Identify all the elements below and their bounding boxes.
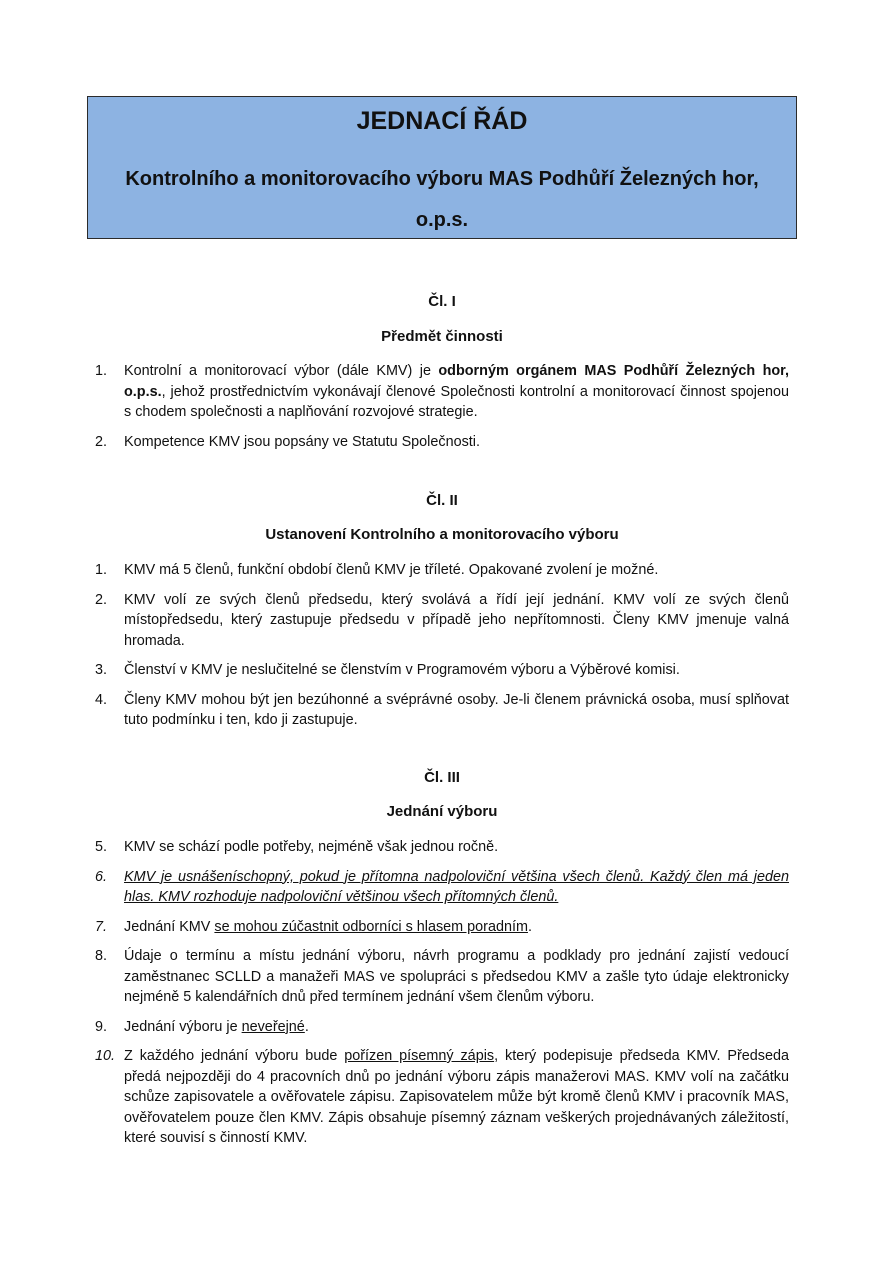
article-1-title: Předmět činnosti (381, 328, 503, 345)
list-item: 10. Z každého jednání výboru bude pořízen písemný zápis, který podepisuje předseda KMV. Předseda předá nejpozději do 4 pracovních dnů po jednání výboru zápis manažerovi MAS. KMV volí na začátku schůze zapisovatele a ověřovatele zápisu. Zapisovatelem může být kromě členů KMV i pracovník MAS, ověřovatelem pouze člen KMV. Zápis obsahuje písemný záznam veškerých projednávaných záležitostí, které souvisí s činností KMV. (95, 1048, 789, 1146)
list-item: 2. Kompetence KMV jsou popsány ve Statutu Společnosti. (95, 433, 480, 450)
list-item: 8. Údaje o termínu a místu jednání výboru, návrh programu a podklady pro jednání zajistí vedoucí zaměstnanec SCLLD a manažeři MAS ve spolupráci s předsedou KMV a zašle tyto údaje elektronicky nejméně 5 kalendářních dnů před termínem jednání všem členům výboru. (95, 948, 789, 1005)
article-2-number: Čl. II (426, 492, 458, 509)
document-subtitle (98, 159, 786, 241)
article-1-list (95, 361, 789, 461)
article-3-title: Jednání výboru (386, 803, 498, 820)
list-item: 7. Jednání KMV se mohou zúčastnit odborníci s hlasem poradním. (95, 918, 532, 935)
article-2-title: Ustanovení Kontrolního a monitorovacího výboru (265, 526, 619, 543)
list-item: 9. Jednání výboru je neveřejné. (95, 1018, 309, 1035)
article-3-list (95, 837, 789, 1158)
list-item: 1. Kontrolní a monitorovací výbor (dále KMV) je odborným orgánem MAS Podhůří Železných hor, o.p.s., jehož prostřednictvím vykonávají členové Společnosti kontrolní a monitorovací činnost spojenou s chodem společnosti a naplňování rozvojové strategie. (95, 363, 789, 420)
document-title: JEDNACÍ ŘÁD (356, 107, 528, 135)
document-title-box (87, 96, 797, 239)
subtitle-line-1: Kontrolního a monitorovacího výboru MAS Podhůří Železných hor, (125, 168, 759, 190)
article-2-list (95, 560, 789, 740)
article-1-number: Čl. I (428, 293, 456, 310)
subtitle-line-2: o.p.s. (415, 209, 469, 231)
list-item: 4. Členy KMV mohou být jen bezúhonné a svéprávné osoby. Je-li členem právnická osoba, musí splňovat tuto podmínku i ten, kdo ji zastupuje. (95, 691, 789, 728)
article-3-number: Čl. III (424, 769, 460, 786)
list-item: 5. KMV se schází podle potřeby, nejméně však jednou ročně. (95, 839, 499, 855)
list-item: 2. KMV volí ze svých členů předsedu, který svolává a řídí její jednání. KMV volí ze svých členů místopředsedu, který zastupuje předsedu v případě jeho nepřítomnosti. Členy KMV jmenuje valná hromada. (95, 591, 789, 649)
list-item: 6. KMV je usnášeníschopný, pokud je přítomna nadpoloviční většina všech členů. Každý člen má jeden hlas. KMV rozhoduje nadpoloviční většinou všech přítomných členů. (95, 868, 789, 905)
list-item: 3. Členství v KMV je neslučitelné se členstvím v Programovém výboru a Výběrové komisi. (95, 662, 680, 678)
list-item: 1. KMV má 5 členů, funkční období členů KMV je tříleté. Opakované zvolení je možné. (95, 562, 659, 578)
